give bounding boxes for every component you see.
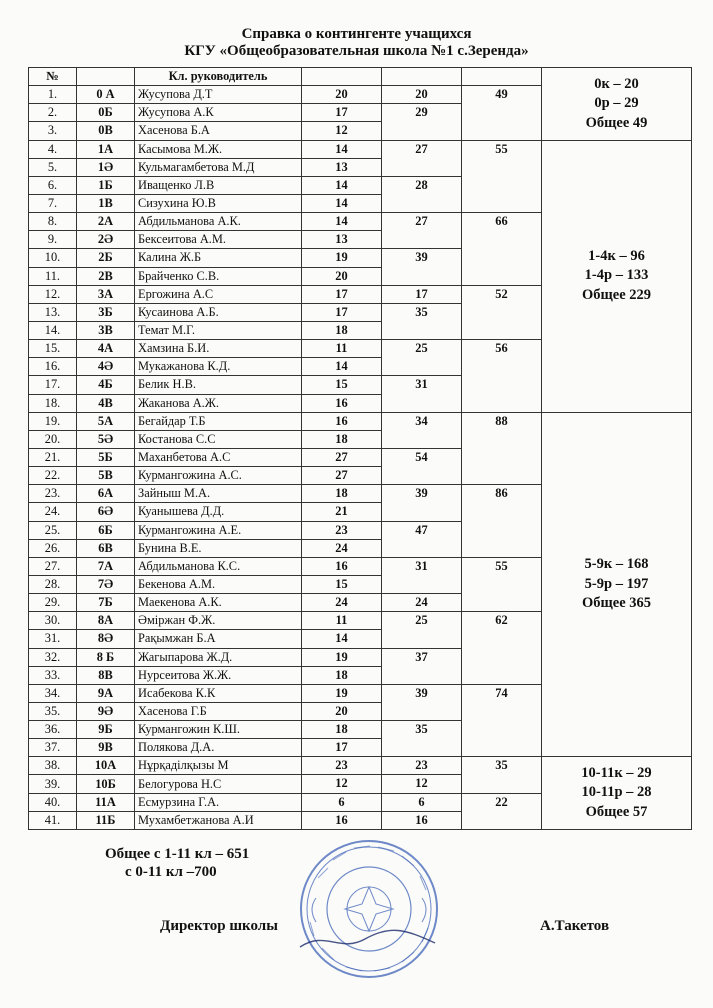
parallel-count: 24	[382, 594, 462, 612]
student-count: 12	[302, 122, 382, 140]
student-count: 18	[302, 485, 382, 503]
student-count: 14	[302, 140, 382, 158]
row-number: 16.	[29, 358, 77, 376]
row-number: 27.	[29, 557, 77, 575]
class-name: 0 А	[77, 86, 135, 104]
student-count: 23	[302, 521, 382, 539]
class-name: 5Ә	[77, 430, 135, 448]
class-name: 10Б	[77, 775, 135, 793]
teacher-name: Хасенова Г.Б	[135, 702, 302, 720]
grade-total: 62	[462, 612, 542, 685]
student-count: 19	[302, 249, 382, 267]
grade-total: 55	[462, 140, 542, 213]
parallel-count: 27	[382, 140, 462, 176]
teacher-name: Ергожина А.С	[135, 285, 302, 303]
summary-cell	[542, 757, 692, 830]
teacher-name: Әміржан Ф.Ж.	[135, 612, 302, 630]
summary-line: Общее 229	[581, 286, 652, 303]
teacher-name: Белик Н.В.	[135, 376, 302, 394]
class-name: 5Б	[77, 448, 135, 466]
parallel-count: 17	[382, 285, 462, 303]
parallel-count: 47	[382, 521, 462, 557]
parallel-count: 54	[382, 448, 462, 484]
student-count: 14	[302, 194, 382, 212]
row-number: 24.	[29, 503, 77, 521]
header-col4	[302, 68, 382, 86]
row-number: 28.	[29, 575, 77, 593]
row-number: 3.	[29, 122, 77, 140]
row-number: 13.	[29, 303, 77, 321]
parallel-count: 34	[382, 412, 462, 448]
student-count: 18	[302, 721, 382, 739]
table-header-row	[29, 68, 692, 86]
row-number: 6.	[29, 176, 77, 194]
header-col5	[382, 68, 462, 86]
class-name: 11А	[77, 793, 135, 811]
teacher-name: Маханбетова А.С	[135, 448, 302, 466]
parallel-count: 6	[382, 793, 462, 811]
student-count: 18	[302, 430, 382, 448]
teacher-name: Маекенова А.К.	[135, 594, 302, 612]
student-count: 16	[302, 557, 382, 575]
class-name: 1В	[77, 194, 135, 212]
teacher-name: Темат М.Г.	[135, 321, 302, 339]
row-number: 14.	[29, 321, 77, 339]
class-name: 9А	[77, 684, 135, 702]
class-name: 8 Б	[77, 648, 135, 666]
class-name: 5А	[77, 412, 135, 430]
row-number: 5.	[29, 158, 77, 176]
row-number: 38.	[29, 757, 77, 775]
student-count: 6	[302, 793, 382, 811]
teacher-name: Иващенко Л.В	[135, 176, 302, 194]
row-number: 34.	[29, 684, 77, 702]
row-number: 12.	[29, 285, 77, 303]
class-name: 9В	[77, 739, 135, 757]
class-name: 6Ә	[77, 503, 135, 521]
summary-cell	[542, 412, 692, 757]
teacher-name: Кульмагамбетова М.Д	[135, 158, 302, 176]
student-count: 24	[302, 594, 382, 612]
student-count: 27	[302, 467, 382, 485]
summary-line: 1-4р – 133	[584, 267, 649, 284]
row-number: 41.	[29, 811, 77, 829]
row-number: 8.	[29, 213, 77, 231]
student-count: 15	[302, 376, 382, 394]
director-label: Директор школы	[160, 918, 278, 934]
student-count: 19	[302, 684, 382, 702]
row-number: 22.	[29, 467, 77, 485]
teacher-name: Исабекова К.К	[135, 684, 302, 702]
table-row	[29, 757, 692, 775]
grade-total: 86	[462, 485, 542, 558]
student-count: 17	[302, 104, 382, 122]
class-name: 6Б	[77, 521, 135, 539]
school-name: КГУ «Общеобразовательная школа №1 с.Зерендa»	[184, 43, 529, 59]
row-number: 18.	[29, 394, 77, 412]
student-count: 27	[302, 448, 382, 466]
table-row	[29, 140, 692, 158]
parallel-count: 16	[382, 811, 462, 829]
class-name: 1Ә	[77, 158, 135, 176]
summary-line: 0к – 20	[594, 75, 639, 92]
student-count: 16	[302, 412, 382, 430]
row-number: 23.	[29, 485, 77, 503]
class-name: 9Б	[77, 721, 135, 739]
row-number: 10.	[29, 249, 77, 267]
teacher-name: Бекенова А.М.	[135, 575, 302, 593]
class-name: 2Ә	[77, 231, 135, 249]
student-count: 20	[302, 267, 382, 285]
summary-line: Общее 57	[585, 803, 648, 820]
row-number: 36.	[29, 721, 77, 739]
parallel-count: 25	[382, 612, 462, 648]
signature	[295, 925, 445, 955]
student-count: 18	[302, 666, 382, 684]
parallel-count: 39	[382, 684, 462, 720]
student-count: 11	[302, 612, 382, 630]
student-count: 20	[302, 86, 382, 104]
teacher-name: Жагыпарова Ж.Д.	[135, 648, 302, 666]
teacher-name: Калина Ж.Б	[135, 249, 302, 267]
grade-total: 55	[462, 557, 542, 611]
teacher-name: Нұрқаділқызы М	[135, 757, 302, 775]
class-name: 1А	[77, 140, 135, 158]
parallel-count: 35	[382, 721, 462, 757]
class-name: 7А	[77, 557, 135, 575]
student-count: 20	[302, 702, 382, 720]
teacher-name: Мукажанова К.Д.	[135, 358, 302, 376]
teacher-name: Мухамбетжанова А.И	[135, 811, 302, 829]
student-count: 17	[302, 739, 382, 757]
teacher-name: Полякова Д.А.	[135, 739, 302, 757]
class-name: 10А	[77, 757, 135, 775]
row-number: 17.	[29, 376, 77, 394]
student-count: 23	[302, 757, 382, 775]
teacher-name: Бексеитова А.М.	[135, 231, 302, 249]
parallel-count: 31	[382, 557, 462, 593]
parallel-count: 23	[382, 757, 462, 775]
parallel-count: 29	[382, 104, 462, 140]
class-name: 3Б	[77, 303, 135, 321]
class-name: 4Б	[77, 376, 135, 394]
class-name: 4А	[77, 340, 135, 358]
class-name: 7Ә	[77, 575, 135, 593]
teacher-name: Хасенова Б.А	[135, 122, 302, 140]
summary-line: 5-9р – 197	[584, 575, 649, 592]
row-number: 20.	[29, 430, 77, 448]
class-name: 8А	[77, 612, 135, 630]
class-name: 4В	[77, 394, 135, 412]
class-name: 0В	[77, 122, 135, 140]
table-row	[29, 412, 692, 430]
teacher-name: Зайныш М.А.	[135, 485, 302, 503]
class-name: 6В	[77, 539, 135, 557]
row-number: 7.	[29, 194, 77, 212]
class-name: 1Б	[77, 176, 135, 194]
student-count: 24	[302, 539, 382, 557]
row-number: 26.	[29, 539, 77, 557]
teacher-name: Сизухина Ю.В	[135, 194, 302, 212]
header-col6	[462, 68, 542, 86]
class-name: 3А	[77, 285, 135, 303]
teacher-name: Абдильманова А.К.	[135, 213, 302, 231]
teacher-name: Абдильманова К.С.	[135, 557, 302, 575]
class-name: 11Б	[77, 811, 135, 829]
parallel-count: 20	[382, 86, 462, 104]
teacher-name: Жусупова Д.Т	[135, 86, 302, 104]
row-number: 11.	[29, 267, 77, 285]
class-name: 0Б	[77, 104, 135, 122]
row-number: 33.	[29, 666, 77, 684]
grade-total: 52	[462, 285, 542, 339]
row-number: 29.	[29, 594, 77, 612]
teacher-name: Есмурзина Г.А.	[135, 793, 302, 811]
grade-total: 56	[462, 340, 542, 413]
student-count: 21	[302, 503, 382, 521]
class-name: 2В	[77, 267, 135, 285]
teacher-name: Курмангожин К.Ш.	[135, 721, 302, 739]
teacher-name: Костанова С.С	[135, 430, 302, 448]
row-number: 9.	[29, 231, 77, 249]
teacher-name: Рақымжан Б.А	[135, 630, 302, 648]
teacher-name: Касымова М.Ж.	[135, 140, 302, 158]
row-number: 2.	[29, 104, 77, 122]
parallel-count: 39	[382, 485, 462, 521]
teacher-name: Брайченко С.В.	[135, 267, 302, 285]
row-number: 25.	[29, 521, 77, 539]
parallel-count: 37	[382, 648, 462, 684]
class-name: 4Ә	[77, 358, 135, 376]
summary-line: Общее 49	[585, 114, 648, 131]
grade-total: 74	[462, 684, 542, 757]
student-count: 17	[302, 285, 382, 303]
row-number: 32.	[29, 648, 77, 666]
row-number: 39.	[29, 775, 77, 793]
row-number: 30.	[29, 612, 77, 630]
row-number: 19.	[29, 412, 77, 430]
student-count: 14	[302, 176, 382, 194]
school-stamp	[298, 838, 440, 980]
parallel-count: 28	[382, 176, 462, 212]
grade-total: 22	[462, 793, 542, 829]
teacher-name: Бунина В.Е.	[135, 539, 302, 557]
row-number: 21.	[29, 448, 77, 466]
contingent-table	[28, 67, 692, 830]
row-number: 35.	[29, 702, 77, 720]
summary-line: 5-9к – 168	[584, 556, 649, 573]
class-name: 6А	[77, 485, 135, 503]
student-count: 14	[302, 630, 382, 648]
teacher-name: Белогурова Н.С	[135, 775, 302, 793]
student-count: 16	[302, 811, 382, 829]
total-0-11: с 0-11 кл –700	[125, 864, 217, 880]
total-1-11: Общее с 1-11 кл – 651	[105, 846, 250, 862]
class-name: 8В	[77, 666, 135, 684]
header-num: №	[29, 68, 77, 86]
grade-total: 66	[462, 213, 542, 286]
teacher-name: Кусаинова А.Б.	[135, 303, 302, 321]
summary-line: 10-11к – 29	[581, 764, 652, 781]
student-count: 11	[302, 340, 382, 358]
class-name: 5В	[77, 467, 135, 485]
teacher-name: Хамзина Б.И.	[135, 340, 302, 358]
row-number: 1.	[29, 86, 77, 104]
grade-total: 88	[462, 412, 542, 485]
summary-line: Общее 365	[581, 595, 652, 612]
teacher-name: Нурсеитова Ж.Ж.	[135, 666, 302, 684]
teacher-name: Куанышева Д.Д.	[135, 503, 302, 521]
class-name: 2А	[77, 213, 135, 231]
student-count: 18	[302, 321, 382, 339]
teacher-name: Курмангожина А.С.	[135, 467, 302, 485]
class-name: 9Ә	[77, 702, 135, 720]
student-count: 16	[302, 394, 382, 412]
parallel-count: 39	[382, 249, 462, 285]
summary-line: 10-11р – 28	[581, 784, 652, 801]
summary-line: 0р – 29	[594, 95, 639, 112]
parallel-count: 31	[382, 376, 462, 412]
class-name: 2Б	[77, 249, 135, 267]
grade-total: 35	[462, 757, 542, 793]
student-count: 13	[302, 231, 382, 249]
parallel-count: 25	[382, 340, 462, 376]
summary-cell	[542, 68, 692, 141]
row-number: 15.	[29, 340, 77, 358]
student-count: 14	[302, 213, 382, 231]
student-count: 17	[302, 303, 382, 321]
header-class	[77, 68, 135, 86]
summary-cell	[542, 140, 692, 412]
class-name: 8Ә	[77, 630, 135, 648]
grade-total: 49	[462, 86, 542, 140]
summary-line: 1-4к – 96	[588, 247, 645, 264]
student-count: 19	[302, 648, 382, 666]
row-number: 37.	[29, 739, 77, 757]
row-number: 31.	[29, 630, 77, 648]
student-count: 15	[302, 575, 382, 593]
document-title: Справка о контингенте учащихся	[241, 26, 472, 42]
teacher-name: Жусупова А.К	[135, 104, 302, 122]
parallel-count: 35	[382, 303, 462, 339]
teacher-name: Бегайдар Т.Б	[135, 412, 302, 430]
parallel-count: 27	[382, 213, 462, 249]
class-name: 7Б	[77, 594, 135, 612]
class-name: 3В	[77, 321, 135, 339]
student-count: 13	[302, 158, 382, 176]
row-number: 40.	[29, 793, 77, 811]
student-count: 12	[302, 775, 382, 793]
student-count: 14	[302, 358, 382, 376]
header-teacher: Кл. руководитель	[135, 68, 302, 86]
teacher-name: Жаканова А.Ж.	[135, 394, 302, 412]
parallel-count: 12	[382, 775, 462, 793]
row-number: 4.	[29, 140, 77, 158]
director-name: А.Такетов	[540, 918, 610, 934]
teacher-name: Курмангожина А.Е.	[135, 521, 302, 539]
